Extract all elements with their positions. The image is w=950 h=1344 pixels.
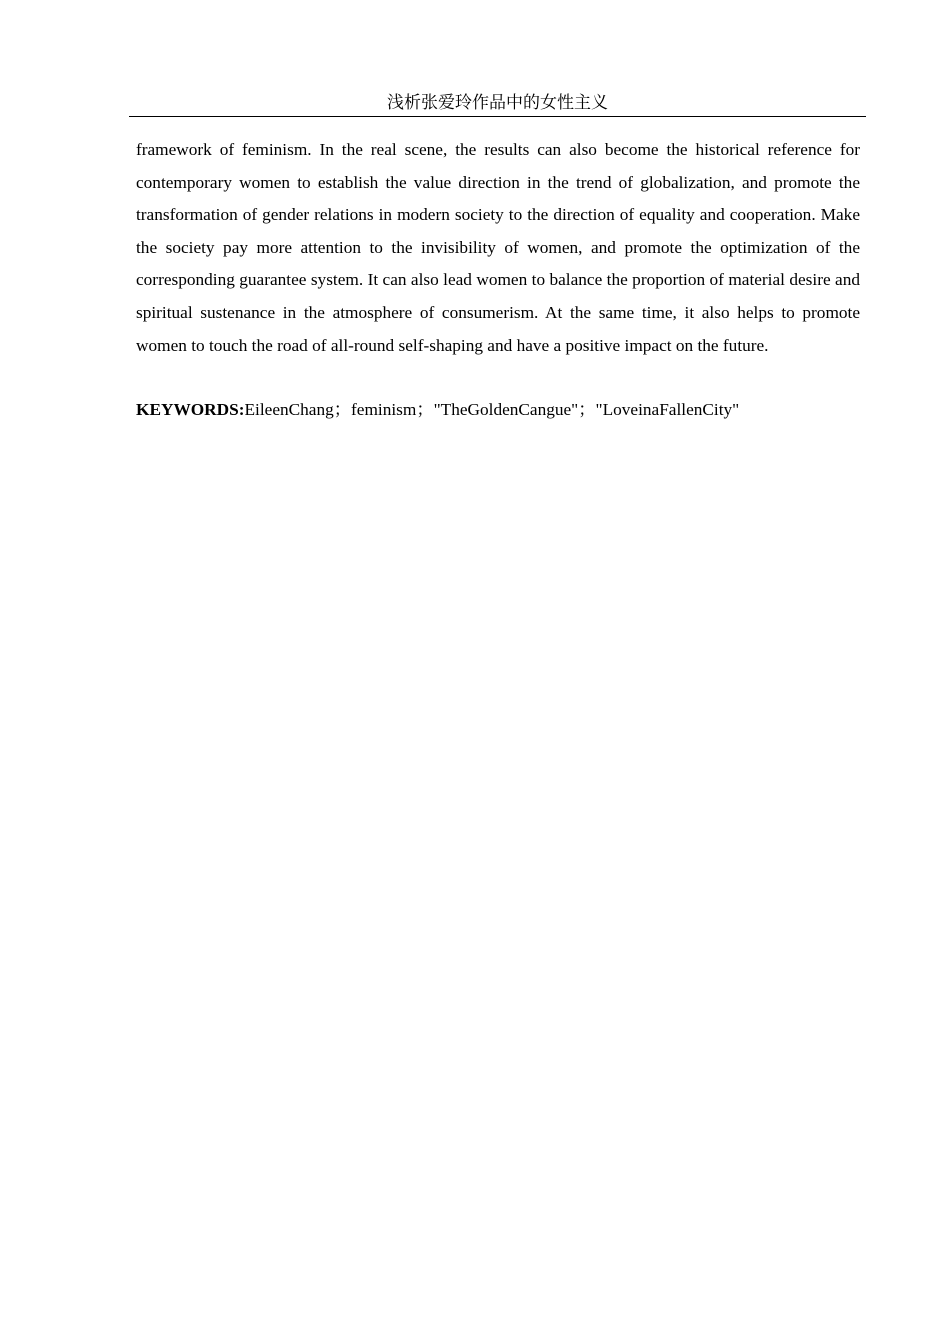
keywords-list: EileenChang；feminism；"TheGoldenCangue"；"LoveinaFallenCity" [244,400,740,419]
abstract-paragraph: framework of feminism. In the real scene, the results can also become the historical reference for contemporary women to establish the value direction in the trend of globalization, and promote the transformation of gender relations in modern society to the direction of equality and cooperation. Make the society pay more attention to the invisibility of women, and promote the optimization of the corresponding guarantee system. It can also lead women to balance the proportion of material desire and spiritual sustenance in the atmosphere of consumerism. At the same time, it also helps to promote women to touch the road of all-round self-shaping and have a positive impact on the future. [136,140,860,355]
keywords-label: KEYWORDS: [136,400,245,419]
running-header-title: 浅析张爱玲作品中的女性主义 [129,90,866,117]
keywords-line [136,394,860,427]
